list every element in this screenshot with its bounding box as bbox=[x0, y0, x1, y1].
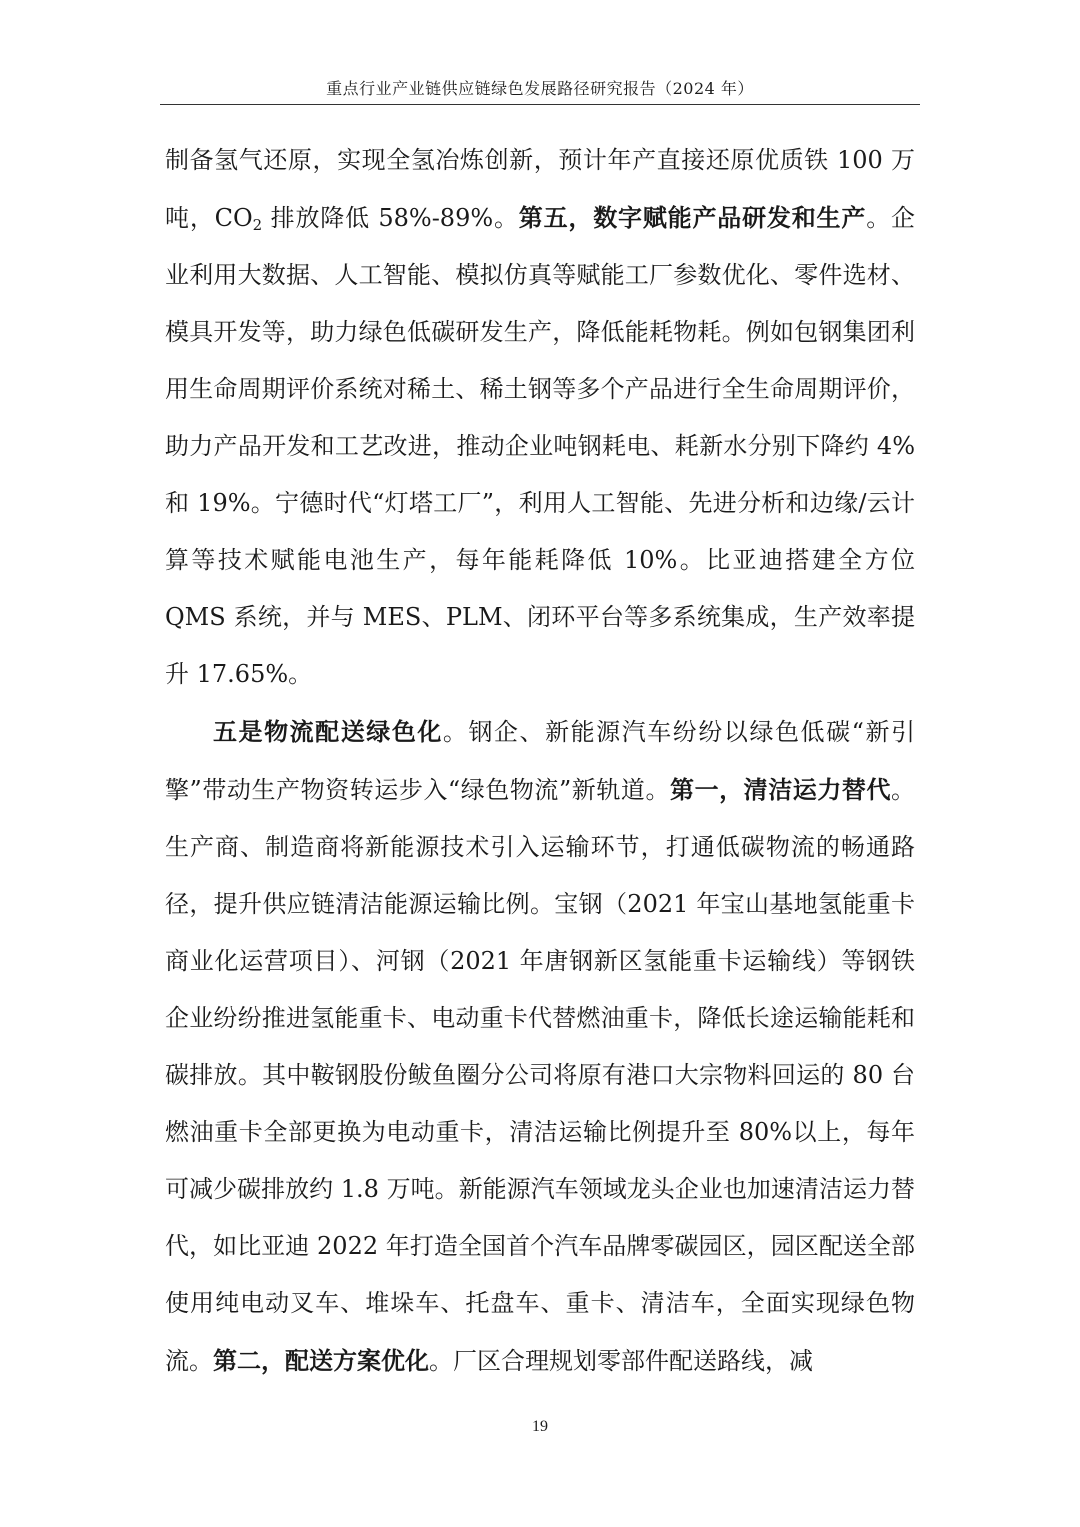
paragraph-2 bbox=[165, 703, 915, 1390]
heading-fifth-digital-empowerment: 第五，数字赋能产品研发和生产 bbox=[518, 203, 867, 232]
paragraph-1-text-c: 。企业利用大数据、人工智能、模拟仿真等赋能工厂参数优化、零件选材、模具开发等，助力绿色低碳研发生产，降低能耗物耗。例如包钢集团利用生命周期评价系统对稀土、稀土钢等多个产品进行全生命周期评价，助力产品开发和工艺改进，推动企业吨钢耗电、耗新水分别下降约 4%和 19%。宁德时代“灯塔工厂”，利用人工智能、先进分析和边缘/云计算等技术赋能电池生产，每年能耗降低 10%。比亚迪搭建全方位 QMS 系统，并与 MES、PLM、闭环平台等多系统集成，生产效率提升 17.65%。 bbox=[165, 204, 916, 688]
co2-subscript: 2 bbox=[252, 216, 263, 234]
header-divider bbox=[160, 104, 920, 105]
paragraph-2-text-a: 。钢企、新能源汽车纷纷以绿色低碳“新引擎”带动生产物资转运步入“绿色物流”新轨道。 bbox=[165, 718, 915, 804]
running-header-title: 重点行业产业链供应链绿色发展路径研究报告（2024 年） bbox=[326, 79, 754, 98]
heading-second-delivery-optimization: 第二，配送方案优化 bbox=[213, 1346, 429, 1375]
paragraph-2-text-c: 。厂区合理规划零部件配送路线，减 bbox=[429, 1347, 813, 1375]
heading-first-clean-transport: 第一，清洁运力替代 bbox=[670, 775, 892, 804]
body-text bbox=[165, 132, 915, 1390]
heading-logistics-green: 五是物流配送绿色化 bbox=[213, 717, 443, 746]
paragraph-1-text-a: 制备氢气还原，实现全氢冶炼创新，预计年产直接还原优质铁 100 万吨，CO bbox=[165, 146, 915, 232]
paragraph-2-text-b: 。生产商、制造商将新能源技术引入运输环节，打通低碳物流的畅通路径，提升供应链清洁能源运输比例。宝钢（2021 年宝山基地氢能重卡商业化运营项目）、河钢（2021 年唐钢新区氢能重卡运输线）等钢铁企业纷纷推进氢能重卡、电动重卡代替燃油重卡，降低长途运输能耗和碳排放。其中鞍钢股份鲅鱼圈分公司将原有港口大宗物料回运的 80 台燃油重卡全部更换为电动重卡，清洁运输比例提升至 80%以上，每年可减少碳排放约 1.8 万吨。新能源汽车领域龙头企业也加速清洁运力替代，如比亚迪 2022 年打造全国首个汽车品牌零碳园区，园区配送全部使用纯电动叉车、堆垛车、托盘车、重卡、清洁车，全面实现绿色物流。 bbox=[165, 776, 916, 1375]
paragraph-1 bbox=[165, 132, 915, 703]
paragraph-1-text-b: 排放降低 58%-89%。 bbox=[262, 204, 519, 232]
page-number: 19 bbox=[532, 1418, 548, 1435]
